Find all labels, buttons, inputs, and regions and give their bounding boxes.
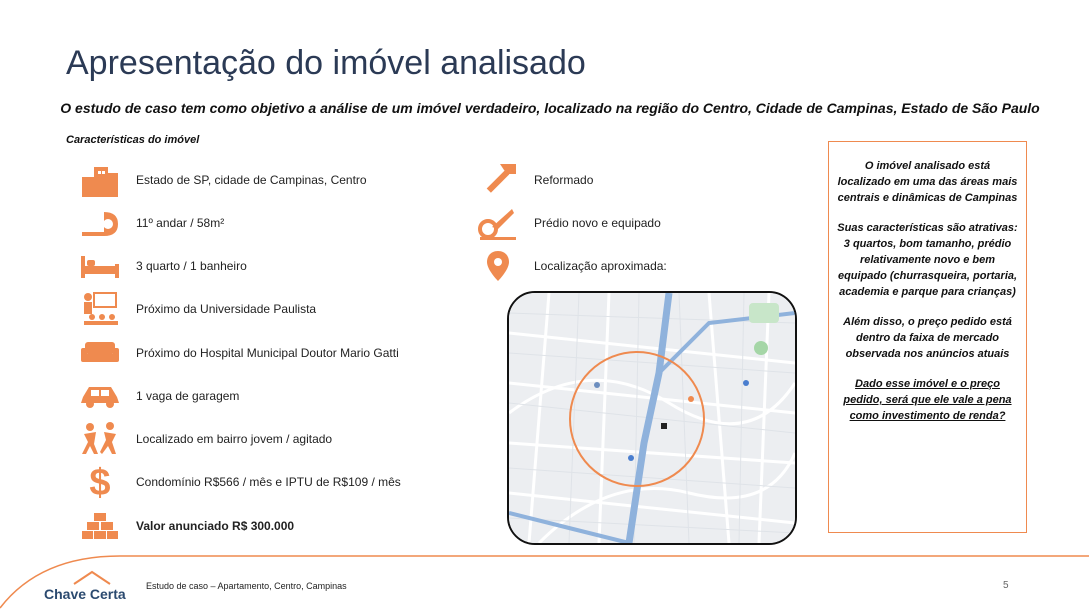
section-label: Características do imóvel bbox=[66, 134, 200, 146]
feature-area bbox=[78, 205, 224, 241]
feature-text: Próximo da Universidade Paulista bbox=[136, 302, 317, 316]
elliptical-machine-icon bbox=[476, 205, 520, 241]
buildings-icon bbox=[78, 162, 122, 198]
feature-rooms bbox=[78, 248, 247, 284]
feature-university bbox=[78, 291, 316, 327]
feature-renovated bbox=[476, 162, 593, 198]
hammer-icon bbox=[476, 162, 520, 198]
feature-price bbox=[78, 508, 294, 544]
callout-paragraph: Suas características são atrativas: 3 quartos, bom tamanho, prédio relativamente novo e bem equipado (churrasqueira, portaria, academia e parque para crianças) bbox=[837, 222, 1018, 298]
callout-paragraph: Além disso, o preço pedido está dentro da faixa de mercado observada nos anúncios atuais bbox=[843, 316, 1012, 360]
feature-building bbox=[476, 205, 661, 241]
map-graphic bbox=[509, 293, 795, 543]
classroom-icon bbox=[78, 291, 122, 327]
feature-text: Localização aproximada: bbox=[534, 259, 667, 273]
feature-text: Próximo do Hospital Municipal Doutor Mario Gatti bbox=[136, 346, 399, 360]
feature-text: Localizado em bairro jovem / agitado bbox=[136, 432, 333, 446]
sofa-icon bbox=[78, 335, 122, 371]
house-roof-icon bbox=[72, 570, 112, 586]
svg-text:$: $ bbox=[89, 463, 111, 501]
company-logo: Chave Certa bbox=[44, 586, 126, 602]
feature-text: Reformado bbox=[534, 173, 594, 187]
feature-text: Estado de SP, cidade de Campinas, Centro bbox=[136, 173, 367, 187]
feature-hospital bbox=[78, 335, 399, 371]
location-map[interactable] bbox=[507, 291, 797, 545]
car-icon bbox=[78, 378, 122, 414]
analysis-callout bbox=[828, 141, 1027, 533]
feature-text: Condomínio R$566 / mês e IPTU de R$109 / mês bbox=[136, 475, 401, 489]
dollar-icon bbox=[78, 464, 122, 500]
tape-measure-icon bbox=[78, 205, 122, 241]
callout-paragraph: O imóvel analisado está localizado em uma das áreas mais centrais e dinâmicas de Campinas bbox=[837, 160, 1018, 204]
feature-text: Prédio novo e equipado bbox=[534, 216, 661, 230]
callout-question: Dado esse imóvel e o preço pedido, será que ele vale a pena como investimento de renda? bbox=[843, 378, 1012, 422]
feature-approx-location bbox=[476, 248, 667, 284]
slide-title: Apresentação do imóvel analisado bbox=[66, 44, 586, 82]
feature-location bbox=[78, 162, 367, 198]
page-number: 5 bbox=[1003, 580, 1009, 591]
feature-garage bbox=[78, 378, 239, 414]
footer-curve bbox=[0, 548, 1089, 610]
gold-bars-icon bbox=[78, 508, 122, 544]
feature-text: Valor anunciado R$ 300.000 bbox=[136, 519, 295, 533]
location-pin-icon bbox=[476, 248, 520, 284]
feature-text: 3 quarto / 1 banheiro bbox=[136, 259, 247, 273]
slide-subtitle: O estudo de caso tem como objetivo a análise de um imóvel verdadeiro, localizado na região do Centro, Cidade de Campinas, Estado de São Paulo bbox=[60, 100, 1040, 116]
dancing-people-icon bbox=[78, 421, 122, 457]
feature-fees bbox=[78, 464, 401, 500]
feature-neighborhood bbox=[78, 421, 332, 457]
bed-icon bbox=[78, 248, 122, 284]
feature-text: 1 vaga de garagem bbox=[136, 389, 240, 403]
feature-text: 11º andar / 58m² bbox=[136, 216, 225, 230]
footer-caption: Estudo de caso – Apartamento, Centro, Campinas bbox=[146, 581, 347, 591]
